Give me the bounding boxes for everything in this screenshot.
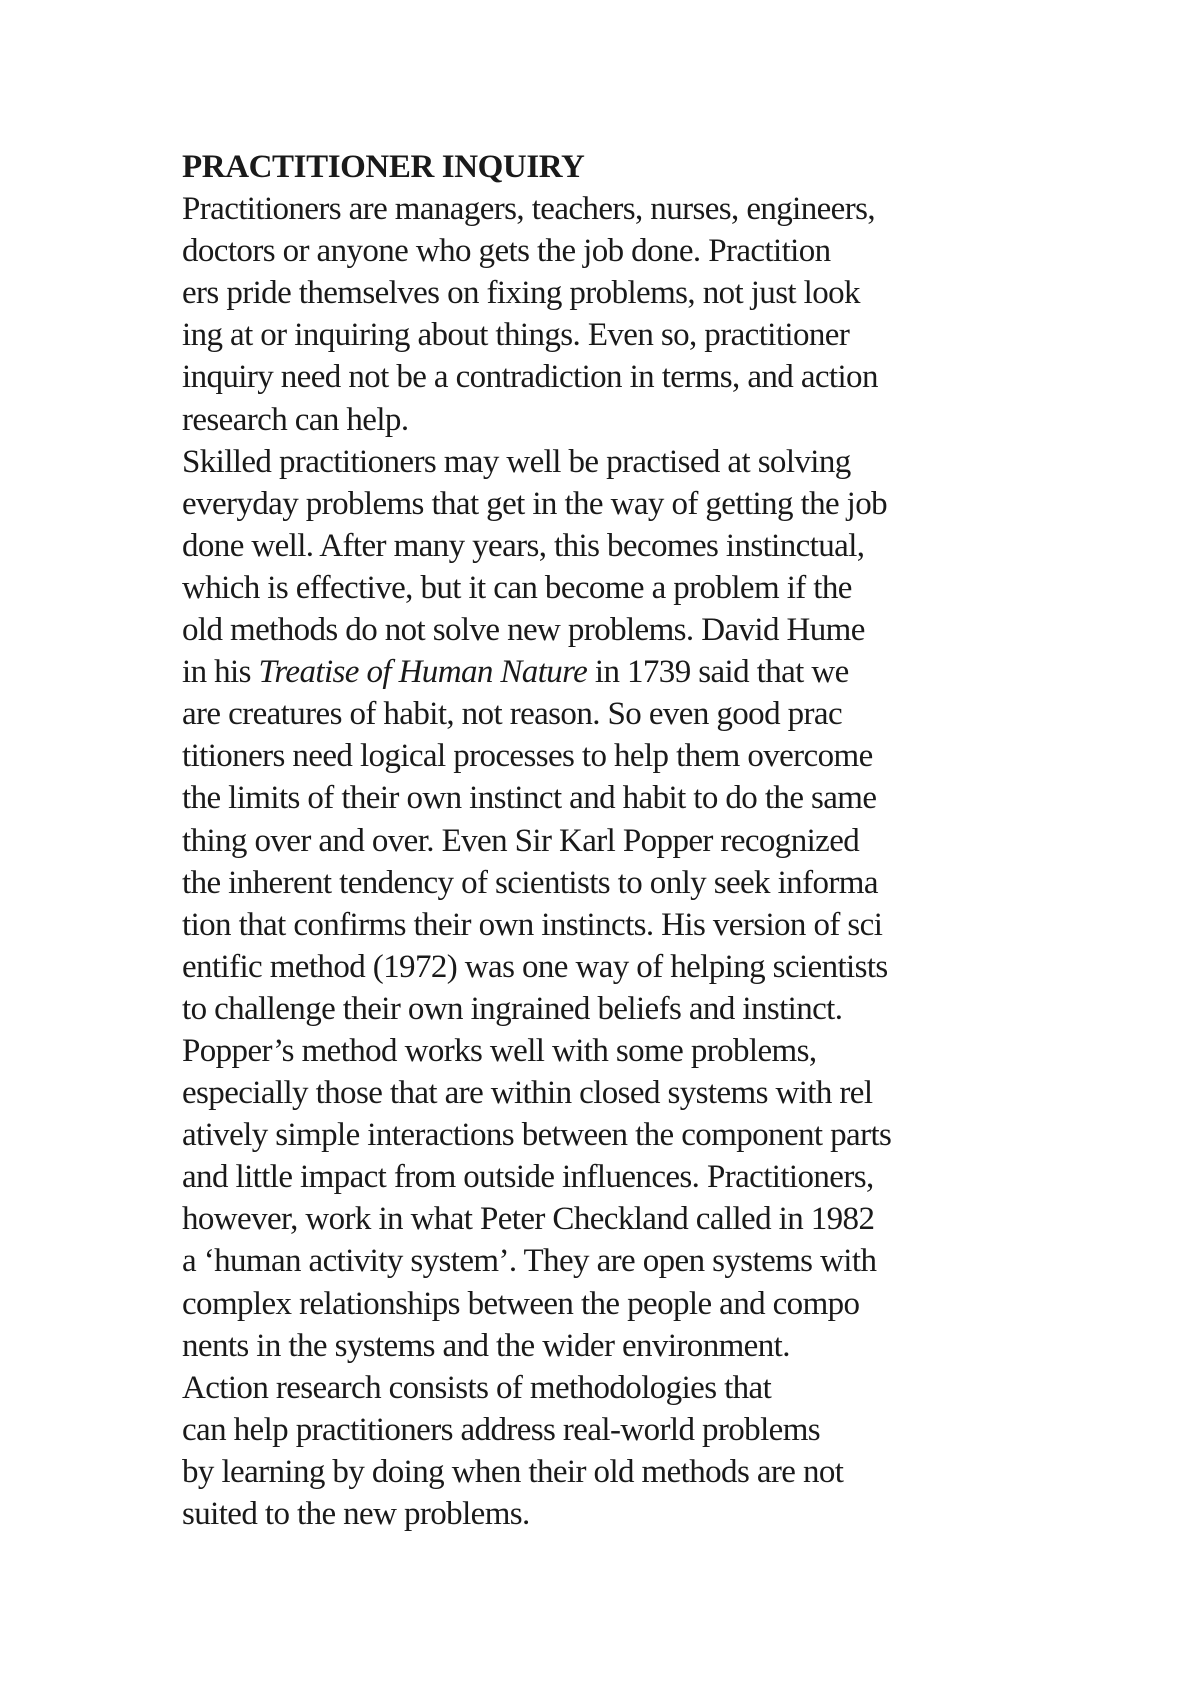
text-line: ing at or inquiring about things. Even so, practitioner [182, 317, 850, 354]
text-line: complex relationships between the people and compo [182, 1285, 860, 1322]
text-line: and little impact from outside influences. Practitioners, [182, 1159, 874, 1196]
text-line: however, work in what Peter Checkland called in 1982 [182, 1201, 875, 1238]
text-line-with-title [182, 651, 1062, 693]
page-heading: PRACTITIONER INQUIRY [182, 149, 585, 185]
text-line: inquiry need not be a contradiction in terms, and action [182, 359, 878, 396]
text-line: to challenge their own ingrained beliefs and instinct. [182, 990, 843, 1027]
text-line: suited to the new problems. [182, 1496, 530, 1532]
text-line: ers pride themselves on fixing problems, not just look [182, 275, 860, 312]
text-line: Popper’s method works well with some problems, [182, 1032, 817, 1069]
text-line: nents in the systems and the wider environment. [182, 1327, 790, 1364]
text-line: tion that confirms their own instincts. His version of sci [182, 906, 883, 943]
text-line: Practitioners are managers, teachers, nurses, engineers, [182, 191, 876, 228]
text-line: entific method (1972) was one way of helping scientists [182, 948, 888, 985]
book-title: Treatise of Human Nature [258, 654, 588, 691]
text-line: the inherent tendency of scientists to only seek informa [182, 864, 878, 901]
text-line: doctors or anyone who gets the job done. Practition [182, 233, 831, 270]
text-line: which is effective, but it can become a problem if the [182, 569, 852, 606]
text-line: old methods do not solve new problems. David Hume [182, 612, 865, 649]
text-line: especially those that are within closed systems with rel [182, 1075, 873, 1112]
text-line: the limits of their own instinct and habit to do the same [182, 780, 877, 817]
text-line: thing over and over. Even Sir Karl Popper recognized [182, 822, 860, 859]
text-fragment: in his [182, 654, 259, 691]
text-line: research can help. [182, 401, 409, 438]
text-line: titioners need logical processes to help them overcome [182, 738, 873, 775]
text-line: by learning by doing when their old methods are not [182, 1453, 844, 1490]
text-line: done well. After many years, this becomes instinctual, [182, 527, 865, 564]
text-line: are creatures of habit, not reason. So even good prac [182, 696, 843, 733]
text-line: Action research consists of methodologies that [182, 1369, 772, 1406]
text-line: can help practitioners address real-world problems [182, 1411, 821, 1448]
text-line: a ‘human activity system’. They are open systems with [182, 1243, 877, 1280]
text-fragment: in 1739 said that we [587, 654, 849, 691]
body-text [182, 146, 1062, 1535]
text-line: atively simple interactions between the component parts [182, 1117, 892, 1154]
text-line: everyday problems that get in the way of getting the job [182, 485, 888, 522]
text-line: Skilled practitioners may well be practised at solving [182, 443, 851, 480]
